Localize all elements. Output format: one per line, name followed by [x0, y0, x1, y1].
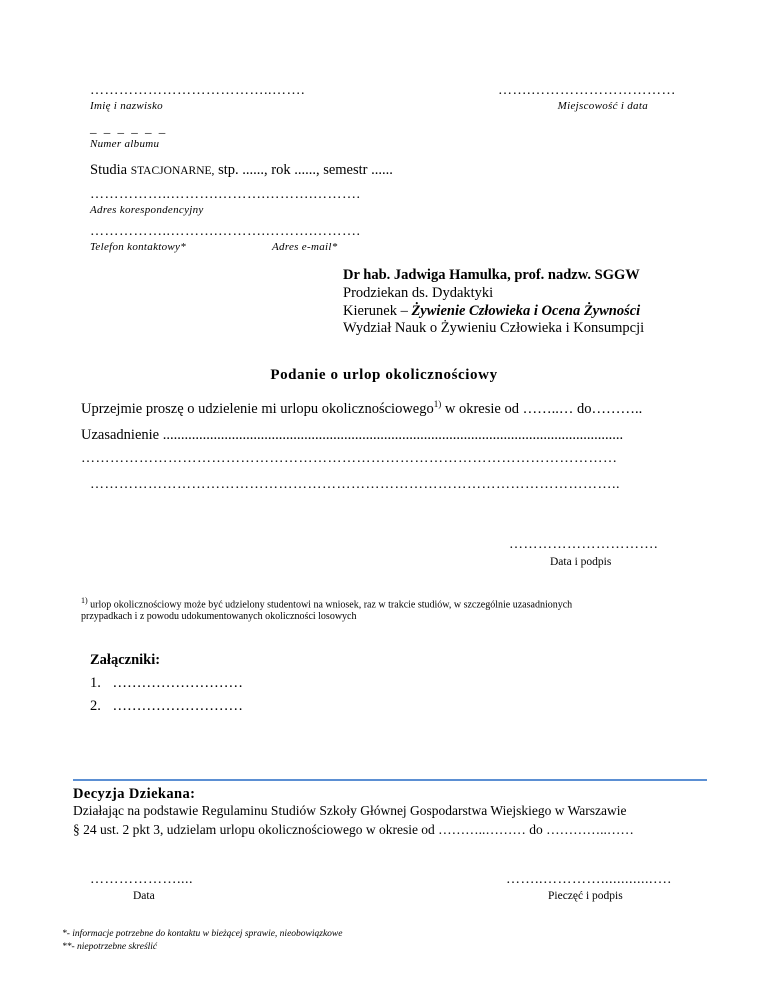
signature-dots: ………………………….: [509, 537, 658, 552]
justification-line-3: ………………………………………………………………………………………………..: [90, 477, 620, 492]
studies-line: [90, 162, 393, 179]
footnote: [81, 596, 572, 610]
studies-mode: STACJONARNE,: [130, 165, 215, 177]
footnote-mark: 1): [81, 596, 88, 605]
justification-line-2: …………………………………………………………………………………………………: [81, 451, 618, 466]
addressee-position: Prodziekan ds. Dydaktyki: [343, 285, 494, 301]
studies-prefix: Studia: [90, 162, 128, 178]
address-dots: ……………..……….……….……….……….: [90, 187, 361, 202]
decision-date-dots: ………………....: [90, 872, 193, 887]
justification-line: [81, 427, 623, 444]
decision-divider: [73, 779, 707, 781]
justification-label: Uzasadnienie: [81, 427, 160, 443]
decision-line-2: § 24 ust. 2 pkt 3, udzielam urlopu okolicznościowego w okresie od ………..……… do …………..……: [73, 822, 634, 837]
seal-dots: ……..………….............….: [506, 872, 672, 887]
studies-details: stp. ......, rok ......, semestr ......: [218, 162, 393, 178]
direction-prefix: Kierunek –: [343, 303, 408, 319]
attachments-heading: Załączniki:: [90, 652, 161, 668]
name-dots: ………………………………..…….: [90, 83, 305, 98]
footnote-line-1: urlop okolicznościowy może być udzielony studentowi na wniosek, raz w trakcie studiów, w szczególnie uzasadnionych: [90, 599, 573, 611]
request-text: Uprzejmie proszę o udzielenie mi urlopu okolicznościowego: [81, 400, 434, 417]
phone-dots: ……………..……….……….……….……….: [90, 224, 361, 239]
seal-signature-label: Pieczęć i podpis: [548, 890, 623, 902]
attachment-item: [90, 698, 243, 715]
album-label: Numer albumu: [90, 138, 160, 150]
note-strike: **- niepotrzebne skreślić: [62, 942, 158, 952]
attachment-dots: ………………………: [112, 698, 243, 714]
album-dashes: _ _ _ _ _ _: [90, 120, 168, 135]
addressee-name: Dr hab. Jadwiga Hamulka, prof. nadzw. SGGW: [343, 267, 640, 283]
attachment-dots: ………………………: [112, 675, 243, 691]
email-label: Adres e-mail*: [272, 241, 338, 253]
place-dots: …….…………………………: [498, 83, 676, 98]
addressee-direction: [343, 303, 640, 320]
direction-name: Żywienie Człowieka i Ocena Żywności: [411, 303, 641, 319]
request-period: w okresie od ……..… do………..: [444, 400, 643, 417]
attachment-item: [90, 675, 243, 692]
footnote-line-2: przypadkach i z powodu udokumentowanych okoliczności losowych: [81, 611, 357, 622]
attachment-number: 1.: [90, 675, 101, 691]
name-label: Imię i nazwisko: [90, 100, 163, 112]
decision-date-label: Data: [133, 890, 155, 902]
request-footnote-mark: 1): [433, 399, 442, 409]
addressee-faculty: Wydział Nauk o Żywieniu Człowieka i Konsumpcji: [343, 320, 645, 336]
decision-line-1: Działając na podstawie Regulaminu Studiów Szkoły Głównej Gospodarstwa Wiejskiego w Warszawie: [73, 803, 627, 818]
phone-label: Telefon kontaktowy*: [90, 241, 187, 253]
request-line: [81, 399, 642, 418]
attachment-number: 2.: [90, 698, 101, 714]
application-title: Podanie o urlop okolicznościowy: [270, 367, 498, 383]
address-label: Adres korespondencyjny: [90, 204, 204, 216]
place-date-label: Miejscowość i data: [557, 100, 648, 112]
note-optional: *- informacje potrzebne do kontaktu w bieżącej sprawie, nieobowiązkowe: [62, 929, 343, 939]
signature-label: Data i podpis: [550, 556, 612, 568]
decision-heading: Decyzja Dziekana:: [73, 786, 196, 802]
justification-dots: ...............................................................................................................................: [162, 427, 624, 443]
